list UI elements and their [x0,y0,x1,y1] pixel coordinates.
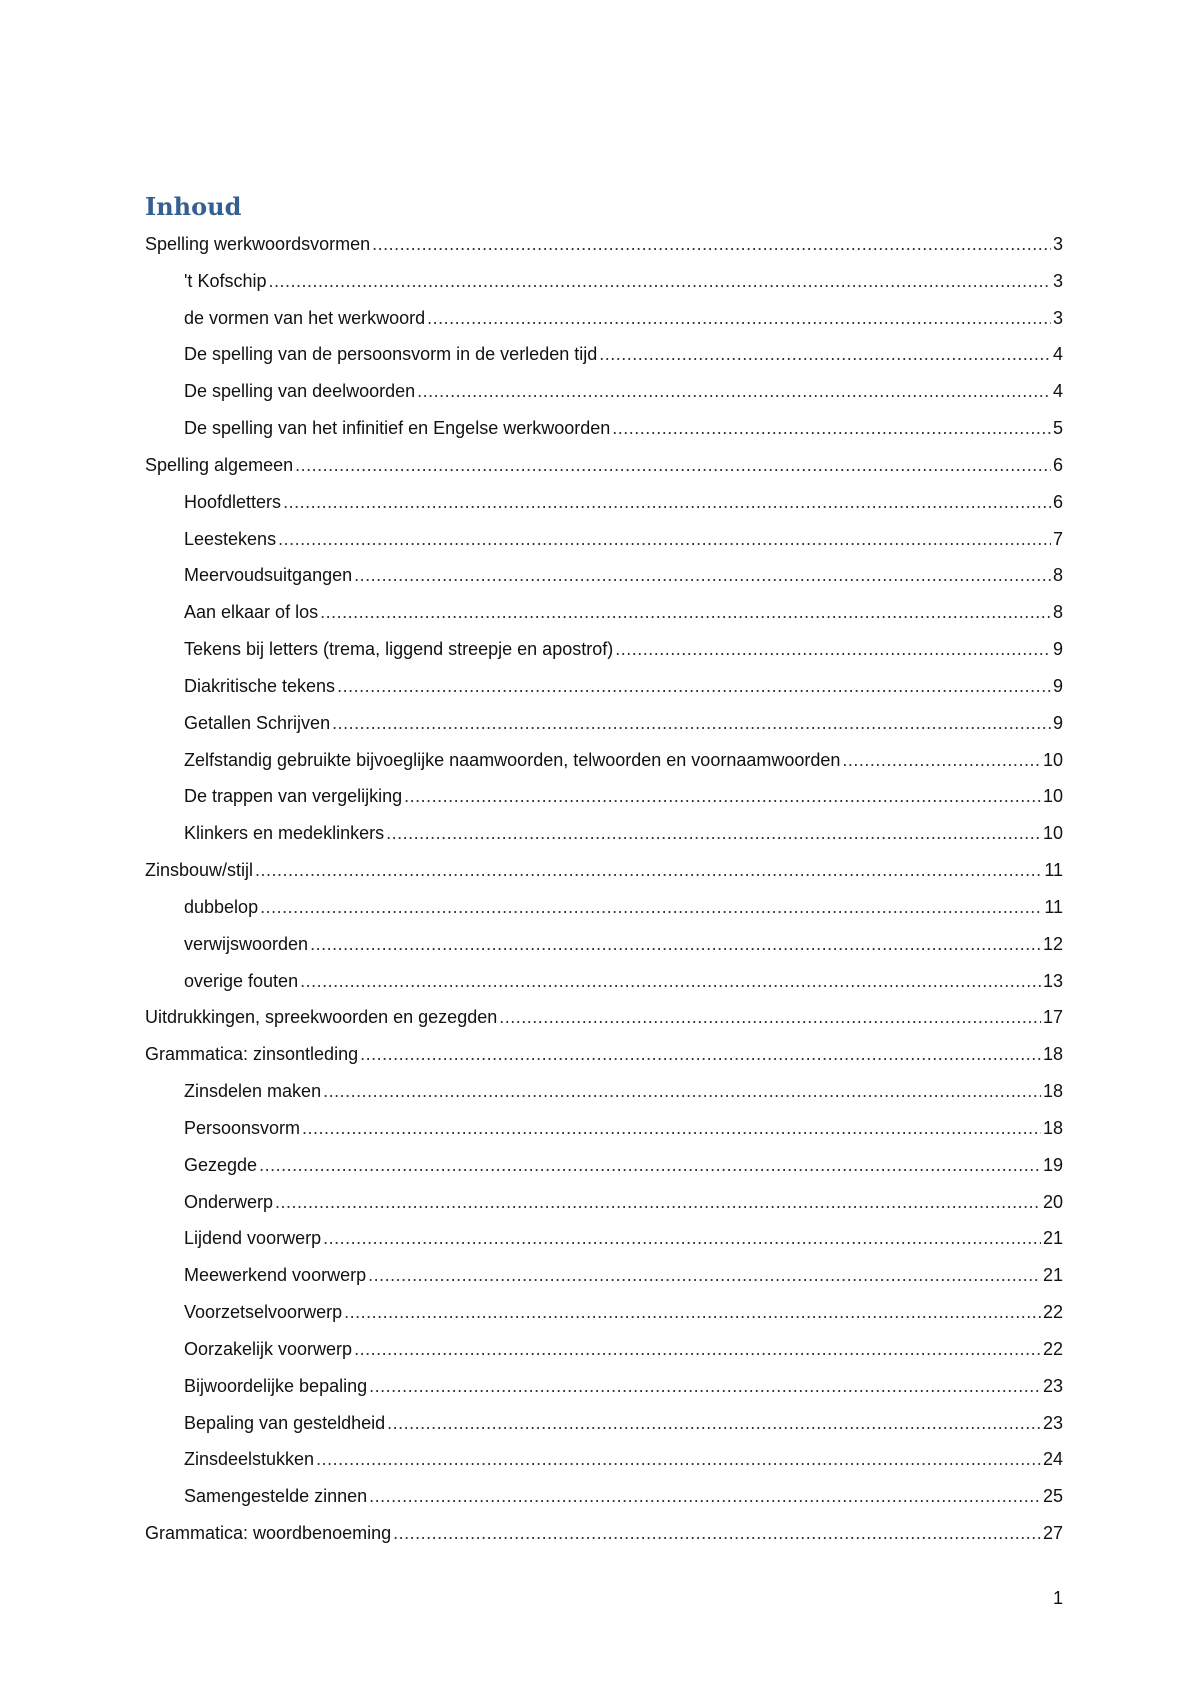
toc-entry-page-number: 21 [1042,1228,1063,1249]
toc-entry-page-number: 17 [1042,1007,1063,1028]
toc-entry[interactable] [145,594,1063,631]
toc-entry-page-number: 10 [1042,786,1063,807]
toc-entry-page-number: 4 [1052,344,1063,365]
toc-entry-title: Hoofdletters [184,491,282,512]
toc-dot-leader [372,226,1051,263]
toc-dot-leader [387,1405,1041,1442]
toc-dot-leader [283,484,1051,521]
toc-entry-title: De spelling van het infinitief en Engelse werkwoorden [184,418,611,439]
toc-entry[interactable] [145,1441,1063,1478]
toc-dot-leader [300,963,1041,1000]
toc-entry[interactable] [145,815,1063,852]
toc-entry[interactable] [145,410,1063,447]
toc-entry[interactable] [145,300,1063,337]
toc-dot-leader [369,1478,1041,1515]
toc-dot-leader [260,889,1042,926]
toc-entry-page-number: 23 [1042,1375,1063,1396]
toc-dot-leader [323,1220,1041,1257]
toc-entry-title: Diakritische tekens [184,675,336,696]
toc-dot-leader [842,742,1041,779]
toc-entry-title: Grammatica: zinsontleding [145,1044,359,1065]
toc-entry-page-number: 5 [1052,418,1063,439]
toc-entry-page-number: 3 [1052,270,1063,291]
toc-entry-title: Gezegde [184,1154,258,1175]
toc-entry-page-number: 3 [1052,307,1063,328]
toc-entry-title: Aan elkaar of los [184,602,319,623]
toc-entry-page-number: 20 [1042,1191,1063,1212]
toc-entry-page-number: 7 [1052,528,1063,549]
toc-dot-leader [259,1147,1041,1184]
toc-entry-title: De spelling van de persoonsvorm in de verleden tijd [184,344,598,365]
toc-entry[interactable] [145,668,1063,705]
toc-entry-title: Tekens bij letters (trema, liggend streepje en apostrof) [184,639,614,660]
toc-dot-leader [344,1294,1041,1331]
toc-entry-title: Zinsbouw/stijl [145,860,254,881]
toc-dot-leader [295,447,1051,484]
toc-entry-page-number: 10 [1042,823,1063,844]
toc-entry[interactable] [145,447,1063,484]
toc-entry-page-number: 9 [1052,639,1063,660]
toc-entry[interactable] [145,999,1063,1036]
toc-entry[interactable] [145,1036,1063,1073]
toc-dot-leader [268,263,1051,300]
toc-entry-title: De trappen van vergelijking [184,786,403,807]
toc-dot-leader [368,1257,1041,1294]
toc-entry-page-number: 12 [1042,933,1063,954]
toc-entry[interactable] [145,1147,1063,1184]
toc-entry[interactable] [145,1220,1063,1257]
toc-dot-leader [615,631,1051,668]
toc-entry[interactable] [145,852,1063,889]
toc-entry-title: Spelling werkwoordsvormen [145,234,371,254]
toc-dot-leader [323,1073,1041,1110]
toc-entry-title: dubbelop [184,896,259,917]
toc-dot-leader [599,336,1051,373]
toc-entry-page-number: 11 [1044,860,1063,881]
page-number: 1 [1052,1588,1063,1608]
toc-entry[interactable] [145,1515,1063,1552]
toc-dot-leader [386,815,1041,852]
toc-dot-leader [393,1515,1041,1552]
toc-entry-title: Meervoudsuitgangen [184,565,353,586]
toc-entry[interactable] [145,889,1063,926]
toc-entry-page-number: 13 [1042,970,1063,991]
toc-entry-title: Spelling algemeen [145,454,294,475]
toc-entry-title: Onderwerp [184,1191,274,1212]
toc-entry-title: Bepaling van gesteldheid [184,1412,386,1433]
toc-entry-title: Leestekens [184,528,277,549]
toc-entry[interactable] [145,1110,1063,1147]
toc-entry[interactable] [145,926,1063,963]
toc-dot-leader [278,521,1051,558]
toc-dot-leader [275,1184,1041,1221]
toc-entry[interactable] [145,705,1063,742]
toc-entry[interactable] [145,1294,1063,1331]
toc-entry-page-number: 23 [1042,1412,1063,1433]
toc-entry-page-number: 19 [1042,1154,1063,1175]
toc-entry[interactable] [145,1073,1063,1110]
toc-entry-page-number: 22 [1042,1338,1063,1359]
toc-entry-title: De spelling van deelwoorden [184,381,416,402]
toc-entry-page-number: 18 [1042,1044,1063,1065]
toc-entry-title: Voorzetselvoorwerp [184,1302,343,1323]
toc-dot-leader [404,778,1041,815]
toc-entry-page-number: 8 [1052,565,1063,586]
toc-entry-page-number: 21 [1042,1265,1063,1286]
toc-dot-leader [320,594,1051,631]
toc-entry-title: verwijswoorden [184,933,309,954]
toc-entry-page-number: 10 [1042,749,1063,770]
toc-dot-leader [417,373,1051,410]
toc-entry-title: overige fouten [184,970,299,991]
toc-entry-title: Uitdrukkingen, spreekwoorden en gezegden [145,1007,498,1028]
toc-dot-leader [354,557,1051,594]
toc-entry-page-number: 24 [1042,1449,1063,1470]
toc-entry-page-number: 4 [1052,381,1063,402]
toc-entry[interactable] [145,1405,1063,1442]
toc-entry-page-number: 18 [1042,1081,1063,1102]
toc-entry-title: de vormen van het werkwoord [184,307,426,328]
toc-entry-title: Getallen Schrijven [184,712,331,733]
toc-entry-title: Zinsdeelstukken [184,1449,315,1470]
toc-entry[interactable] [145,778,1063,815]
toc-entry-page-number: 3 [1052,234,1063,254]
toc-entry-title: Samengestelde zinnen [184,1486,368,1507]
toc-dot-leader [337,668,1051,705]
toc-entry-title: Bijwoordelijke bepaling [184,1375,368,1396]
toc-entry-title: Zelfstandig gebruikte bijvoeglijke naamwoorden, telwoorden en voornaamwoorden [184,749,841,770]
toc-entry-title: Persoonsvorm [184,1117,301,1138]
toc-entry-page-number: 22 [1042,1302,1063,1323]
toc-entry[interactable] [145,263,1063,300]
toc-entry-page-number: 8 [1052,602,1063,623]
toc-entry[interactable] [145,226,1063,263]
toc-entry-page-number: 18 [1042,1117,1063,1138]
table-of-contents [145,226,1063,1552]
toc-dot-leader [255,852,1042,889]
toc-entry-title: Oorzakelijk voorwerp [184,1338,353,1359]
toc-entry[interactable] [145,1184,1063,1221]
toc-dot-leader [360,1036,1041,1073]
toc-dot-leader [302,1110,1041,1147]
toc-entry-page-number: 9 [1052,675,1063,696]
toc-entry[interactable] [145,1331,1063,1368]
toc-entry-title: Lijdend voorwerp [184,1228,322,1249]
toc-entry-title: Meewerkend voorwerp [184,1265,367,1286]
toc-heading: Inhoud [145,192,242,221]
toc-entry[interactable] [145,1478,1063,1515]
toc-dot-leader [427,300,1051,337]
toc-entry[interactable] [145,631,1063,668]
toc-dot-leader [332,705,1051,742]
toc-dot-leader [354,1331,1041,1368]
toc-entry[interactable] [145,373,1063,410]
toc-dot-leader [499,999,1041,1036]
toc-entry[interactable] [145,521,1063,558]
toc-dot-leader [316,1441,1041,1478]
toc-entry[interactable] [145,742,1063,779]
toc-dot-leader [612,410,1051,447]
toc-entry-title: 't Kofschip [184,270,267,291]
toc-entry[interactable] [145,1368,1063,1405]
toc-entry[interactable] [145,557,1063,594]
toc-entry[interactable] [145,1257,1063,1294]
toc-entry-title: Klinkers en medeklinkers [184,823,385,844]
toc-entry-page-number: 11 [1044,896,1063,917]
toc-dot-leader [310,926,1041,963]
toc-entry-title: Grammatica: woordbenoeming [145,1522,392,1543]
toc-entry-page-number: 6 [1052,491,1063,512]
toc-dot-leader [369,1368,1041,1405]
toc-entry[interactable] [145,963,1063,1000]
toc-entry[interactable] [145,484,1063,521]
toc-entry[interactable] [145,336,1063,373]
toc-entry-page-number: 25 [1042,1486,1063,1507]
toc-entry-title: Zinsdelen maken [184,1081,322,1102]
toc-entry-page-number: 9 [1052,712,1063,733]
toc-entry-page-number: 27 [1042,1522,1063,1543]
toc-entry-page-number: 6 [1052,454,1063,475]
